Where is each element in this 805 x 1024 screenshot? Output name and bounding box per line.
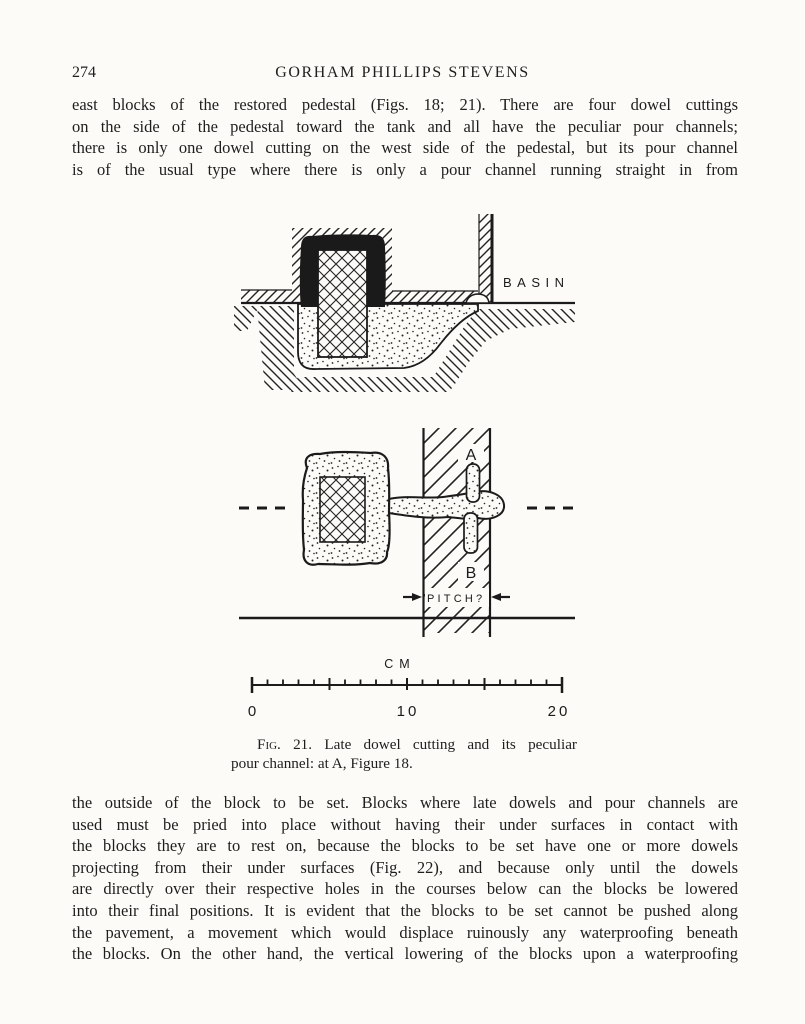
lug-b (464, 513, 478, 553)
text-line: the blocks. On the other hand, the vertical lowering of the blocks upon a waterproofing (72, 944, 738, 964)
scale-10-label: 10 (396, 703, 420, 720)
basin-wall (479, 214, 492, 303)
scale-0-label: 0 (247, 703, 257, 720)
caption-line-2: pour channel: at A, Figure 18. (231, 754, 413, 772)
section-drawing (234, 214, 575, 392)
floor-strip-left (241, 290, 292, 303)
pitch-label: PITCH? (427, 593, 486, 605)
lower-course-hatch (234, 306, 259, 331)
caption-text: Late dowel cutting and its peculiar (324, 736, 577, 753)
label-b: B (465, 565, 477, 582)
basin-label: BASIN (503, 275, 570, 290)
text-line: the outside of the block to be set. Blocks where late dowels and pour channels are (72, 793, 738, 812)
dowel-section (318, 250, 367, 357)
figure-caption (231, 736, 577, 773)
text-line: used must be pried into place without having their under surfaces in contact with (72, 814, 738, 834)
cm-label: CM (384, 657, 416, 671)
text-line: projecting from their under surfaces (Fig. 22), and because only until the dowels (72, 857, 738, 877)
text-line: the blocks they are to rest on, because the blocks to be set have one or more dowels (72, 836, 738, 856)
page-number: 274 (72, 64, 96, 81)
pitch-annotation (403, 588, 510, 607)
figure-21-drawing (230, 205, 580, 720)
text-line: there is only one dowel cutting on the west side of the pedestal, but its pour channel (72, 138, 738, 158)
running-head: GORHAM PHILLIPS STEVENS (275, 64, 530, 81)
text-line: on the side of the pedestal toward the tank and all have the peculiar pour channels; (72, 116, 738, 136)
caption-line-1 (231, 736, 577, 755)
paragraph-top (72, 94, 738, 180)
dowel-plan (320, 477, 365, 542)
label-a: A (465, 447, 477, 464)
text-line: east blocks of the restored pedestal (Figs. 18; 21). There are four dowel cuttings (72, 95, 738, 114)
floor-strip-right (392, 291, 478, 303)
text-line: the pavement, a movement which would displace ruinously any waterproofing beneath (72, 922, 738, 942)
scale-20-label: 20 (547, 703, 571, 720)
scale-bar (248, 657, 571, 720)
text-line: are directly over their respective holes in the courses below can the blocks be lowered (72, 879, 738, 899)
lug-a (467, 464, 480, 502)
text-line: into their final positions. It is evident that the blocks to be set cannot be pushed along (72, 900, 738, 920)
paragraph-bottom (72, 792, 738, 965)
text-line: is of the usual type where there is only a pour channel running straight in from (72, 159, 738, 179)
caption-figure-label: Fig. 21. (257, 736, 313, 753)
plan-drawing (239, 428, 575, 637)
